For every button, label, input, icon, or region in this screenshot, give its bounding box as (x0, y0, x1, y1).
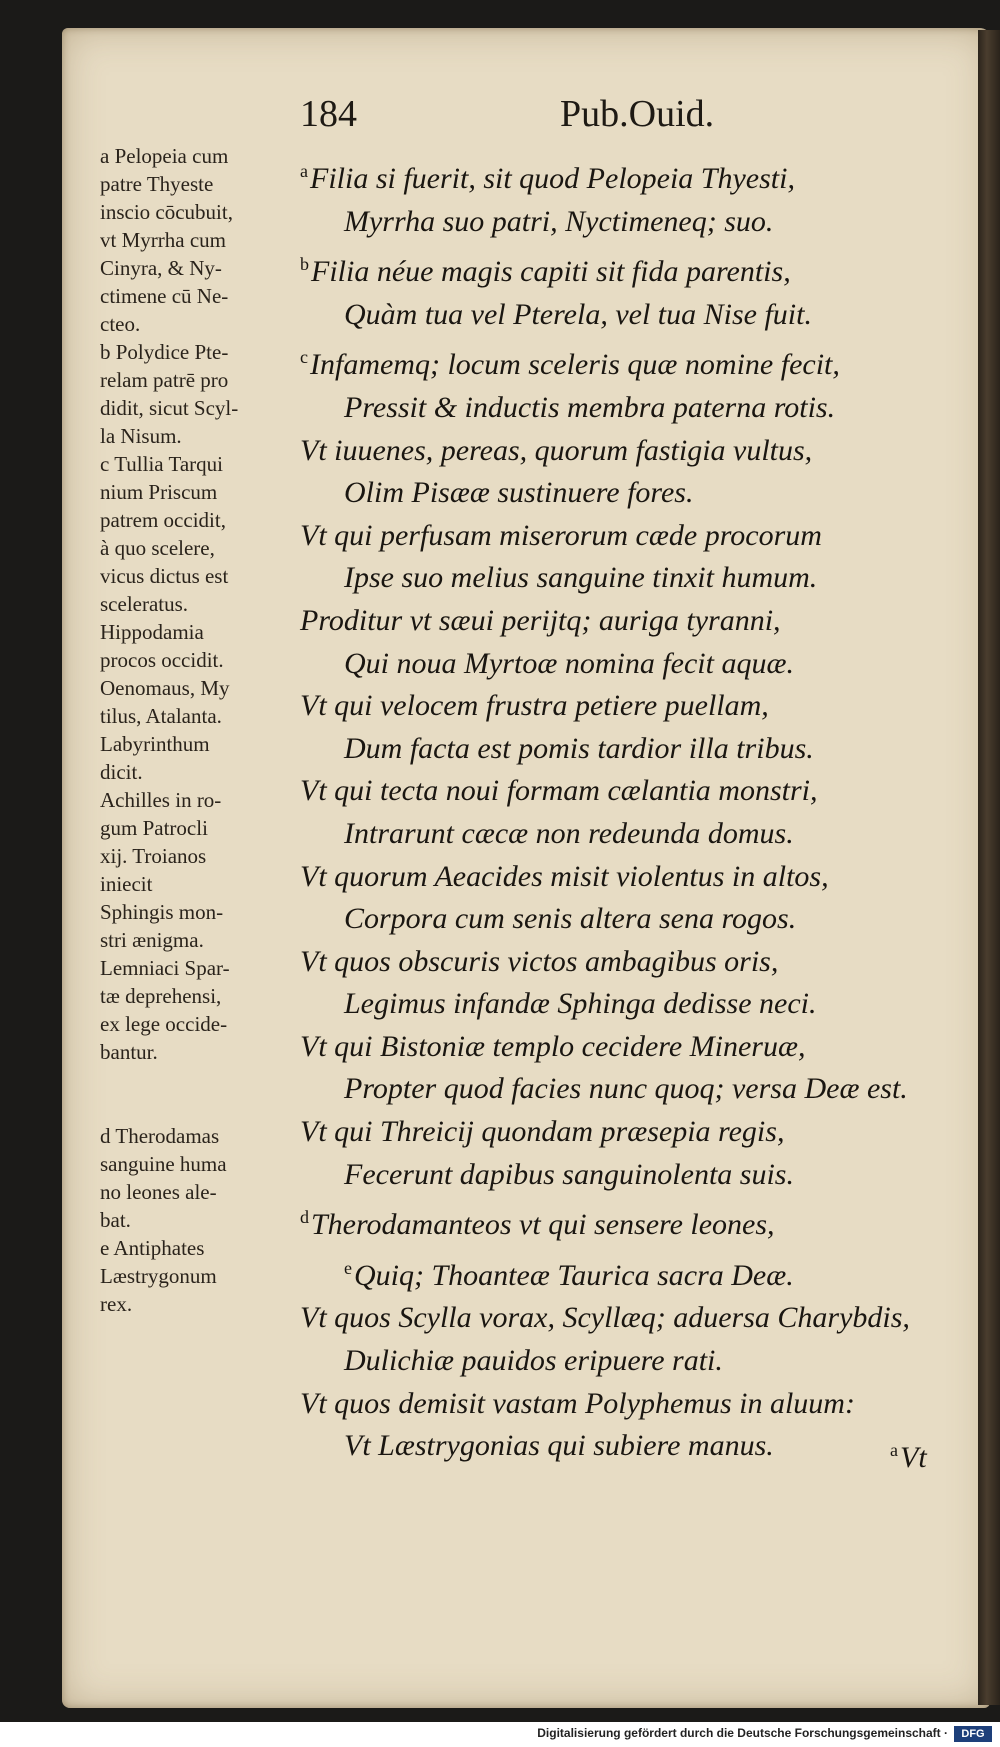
margin-note-line: tæ deprehensi, (100, 984, 222, 1008)
verse-text: Ipse suo melius sanguine tinxit humum. (344, 561, 818, 595)
verse-text: Intrarunt cæcæ non redeunda domus. (344, 816, 794, 850)
verse-line (300, 387, 960, 430)
verse-text: Vt iuuenes, pereas, quorum fastigia vultus, (300, 433, 813, 467)
dfg-logo: DFG (954, 1726, 992, 1742)
margin-note-line: Cinyra, & Ny- (100, 256, 222, 280)
verse-block (300, 150, 960, 1468)
verse-line (300, 201, 960, 244)
margin-note-line: didit, sicut Scyl- (100, 396, 239, 420)
margin-note-line: iniecit (100, 872, 153, 896)
catchword-marker: a (890, 1440, 898, 1460)
verse-line (300, 813, 960, 856)
margin-note-line: a Pelopeia cum (100, 144, 229, 168)
margin-note-line: gum Patrocli (100, 816, 208, 840)
verse-line (300, 1247, 960, 1298)
margin-note-line: rex. (100, 1292, 133, 1316)
verse-text: Filia si fuerit, sit quod Pelopeia Thyesti, (310, 162, 795, 195)
verse-text: Vt quos Scylla vorax, Scyllæq; aduersa Charybdis, (300, 1301, 910, 1335)
verse-text: Proditur vt sæui perijtq; auriga tyranni, (300, 603, 781, 637)
margin-note-line: Hippodamia (100, 620, 204, 644)
verse-text: Fecerunt dapibus sanguinolenta suis. (344, 1157, 794, 1191)
note-marker: a (300, 161, 308, 181)
verse-text: Vt qui velocem frustra petiere puellam, (300, 689, 769, 723)
verse-text: Quiq; Thoanteæ Taurica sacra Deæ. (354, 1258, 794, 1292)
note-marker: b (300, 254, 309, 275)
verse-text: Dum facta est pomis tardior illa tribus. (344, 731, 814, 765)
note-marker: c (300, 347, 308, 368)
margin-note-line: Sphingis mon- (100, 900, 224, 924)
margin-note-line: inscio cōcubuit, (100, 200, 233, 224)
verse-text: Vt qui perfusam miserorum cæde procorum (300, 518, 822, 552)
margin-note-line: bantur. (100, 1040, 158, 1064)
verse-text: Vt qui Bistoniæ templo cecidere Mineruæ, (300, 1029, 806, 1063)
verse-text: Vt quorum Aeacides misit violentus in altos, (300, 859, 829, 893)
verse-text: Vt quos obscuris victos ambagibus oris, (300, 944, 779, 978)
verse-text: Vt quos demisit vastam Polyphemus in aluum: (300, 1386, 855, 1420)
verse-line (300, 515, 960, 558)
margin-note-line: b Polydice Pte- (100, 340, 229, 364)
margin-note-line: e Antiphates (100, 1236, 205, 1260)
verse-line (300, 336, 960, 387)
verse-line (300, 983, 960, 1026)
verse-line (300, 1196, 960, 1247)
margin-note-line: sceleratus. (100, 592, 189, 616)
footer-bar (0, 1722, 1000, 1747)
funding-credit: Digitalisierung gefördert durch die Deutsche Forschungsgemeinschaft · (537, 1726, 948, 1740)
verse-line (300, 600, 960, 643)
verse-line (300, 557, 960, 600)
margin-note-line: dicit. (100, 760, 143, 784)
verse-text: Infamemq; locum sceleris quæ nomine fecit, (310, 348, 840, 382)
margin-note-line: ctimene cū Ne- (100, 284, 229, 308)
catchword-text: Vt (900, 1441, 927, 1474)
note-marker: e (344, 1257, 352, 1278)
margin-note-line: Achilles in ro- (100, 788, 222, 812)
verse-text: Filia néue magis capiti sit fida parentis, (311, 255, 791, 289)
verse-line (300, 1340, 960, 1383)
verse-line (300, 1425, 960, 1468)
running-head: Pub.Ouid. (560, 93, 715, 135)
margin-note-line: xij. Troianos (100, 844, 207, 868)
margin-note-line: c Tullia Tarqui (100, 452, 223, 476)
verse-text: Therodamanteos vt qui sensere leones, (311, 1208, 775, 1242)
verse-line (300, 856, 960, 899)
verse-text: Pressit & inductis membra paterna rotis. (344, 390, 836, 424)
verse-line (300, 243, 960, 294)
verse-line (300, 685, 960, 728)
book-edge (978, 30, 1000, 1705)
margin-note-line: no leones ale- (100, 1180, 217, 1204)
verse-text: Vt qui tecta noui formam cælantia monstri, (300, 774, 818, 808)
verse-text: Vt Læstrygonias qui subiere manus. (344, 1429, 774, 1463)
margin-note-line: Oenomaus, My (100, 676, 230, 700)
verse-line (300, 898, 960, 941)
catchword (890, 1440, 927, 1475)
verse-line (300, 1068, 960, 1111)
verse-text: Qui noua Myrtoæ nomina fecit aquæ. (344, 646, 794, 680)
margin-note-line: stri ænigma. (100, 928, 204, 952)
verse-line (300, 941, 960, 984)
verse-text: Vt qui Threicij quondam præsepia regis, (300, 1115, 785, 1149)
margin-note-line: ex lege occide- (100, 1012, 228, 1036)
margin-note-line: Lemniaci Spar- (100, 956, 230, 980)
verse-text: Dulichiæ pauidos eripuere rati. (344, 1344, 723, 1378)
margin-note-line: nium Priscum (100, 480, 218, 504)
verse-text: Olim Pisææ sustinuere fores. (344, 476, 694, 510)
page-number: 184 (300, 93, 357, 135)
verse-text: Propter quod facies nunc quoq; versa Deæ est. (344, 1072, 908, 1106)
verse-line (300, 770, 960, 813)
page-header (300, 92, 940, 142)
verse-line (300, 1297, 960, 1340)
verse-text: Myrrha suo patri, Nyctimeneq; suo. (344, 204, 774, 238)
margin-note-line: vicus dictus est (100, 564, 229, 588)
verse-line (300, 728, 960, 771)
margin-note-line: Læstrygonum (100, 1264, 217, 1288)
margin-note-line: sanguine huma (100, 1152, 227, 1176)
verse-line (300, 1111, 960, 1154)
verse-line (300, 643, 960, 686)
margin-note-line: la Nisum. (100, 424, 182, 448)
verse-line (300, 294, 960, 337)
verse-text: Quàm tua vel Pterela, vel tua Nise fuit. (344, 297, 812, 331)
margin-note-line: Labyrinthum (100, 732, 210, 756)
margin-note-line: procos occidit. (100, 648, 224, 672)
margin-note-line: bat. (100, 1208, 131, 1232)
margin-gap (100, 1066, 300, 1122)
verse-text: Corpora cum senis altera sena rogos. (344, 902, 797, 936)
margin-note-line: patrem occidit, (100, 508, 226, 532)
margin-note-line: d Therodamas (100, 1124, 220, 1148)
verse-text: Legimus infandæ Sphinga dedisse neci. (344, 987, 817, 1021)
margin-note-line: patre Thyeste (100, 172, 214, 196)
verse-line (300, 150, 960, 201)
margin-notes (100, 142, 300, 1318)
margin-note-line: à quo scelere, (100, 536, 215, 560)
verse-line (300, 1154, 960, 1197)
margin-note-line: relam patrē pro (100, 368, 229, 392)
note-marker: d (300, 1207, 309, 1228)
verse-line (300, 472, 960, 515)
verse-line (300, 430, 960, 473)
verse-line (300, 1383, 960, 1426)
verse-line (300, 1026, 960, 1069)
margin-note-line: vt Myrrha cum (100, 228, 226, 252)
margin-note-line: cteo. (100, 312, 141, 336)
margin-note-line: tilus, Atalanta. (100, 704, 222, 728)
